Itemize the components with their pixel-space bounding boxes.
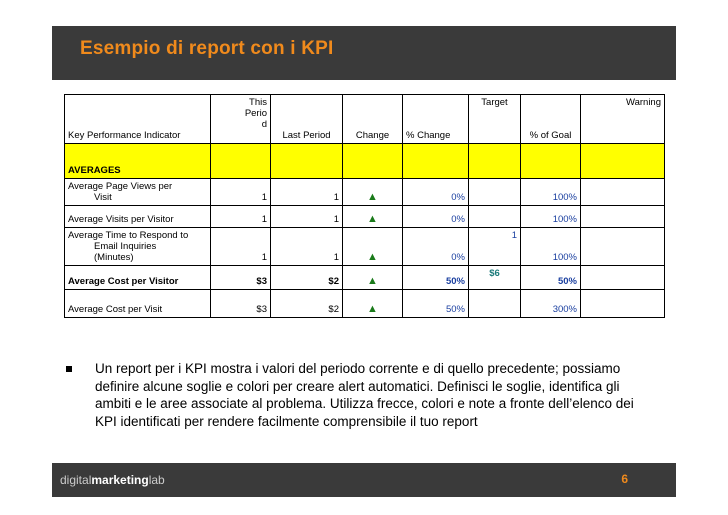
section-label: AVERAGES — [65, 144, 211, 179]
table-row — [65, 179, 665, 206]
header-pct-change: % Change — [403, 95, 469, 144]
header-this-period: This Perio d — [211, 95, 271, 144]
row-last: $2 — [271, 290, 343, 318]
row-label: Average Visits per Visitor — [65, 206, 211, 228]
row-this: $3 — [211, 290, 271, 318]
slide-title: Esempio di report con i KPI — [80, 38, 334, 59]
row-warning — [581, 179, 665, 206]
row-this: 1 — [211, 228, 271, 266]
table-header-row — [65, 95, 665, 144]
table-row — [65, 206, 665, 228]
row-label: Average Cost per Visitor — [65, 266, 211, 290]
header-warning: Warning — [581, 95, 665, 144]
row-warning — [581, 266, 665, 290]
row-pct-change: 0% — [403, 228, 469, 266]
section-row-averages — [65, 144, 665, 179]
row-last: $2 — [271, 266, 343, 290]
row-last: 1 — [271, 206, 343, 228]
row-warning — [581, 228, 665, 266]
row-label: Average Time to Respond to Email Inquiries (Minutes) — [65, 228, 211, 266]
digitalmarketinglab-logo: digitalmarketinglab — [60, 473, 165, 487]
bullet-square-icon — [66, 366, 72, 372]
header-kpi: Key Performance Indicator — [65, 95, 211, 144]
row-target: 1 — [469, 228, 521, 266]
header-last-period: Last Period — [271, 95, 343, 144]
table-row — [65, 266, 665, 290]
change-up-arrow-icon: ▲ — [343, 228, 403, 266]
row-pct-goal: 100% — [521, 228, 581, 266]
table-row — [65, 228, 665, 266]
row-this: 1 — [211, 179, 271, 206]
row-pct-change: 0% — [403, 179, 469, 206]
bullet-text: Un report per i KPI mostra i valori del periodo corrente e di quello precedente; possiamo definire alcune soglie e colori per creare alert automatici. Definisci le soglie, identifica gli ambiti e le aree associate al problema. Utilizza frecce, colori e note a fronte dell’elenco dei KPI identificati per rendere facilmente comprensibile il tuo report — [95, 361, 634, 429]
row-label: Average Cost per Visit — [65, 290, 211, 318]
row-target — [469, 206, 521, 228]
header-change: Change — [343, 95, 403, 144]
table-row — [65, 290, 665, 318]
row-pct-change: 50% — [403, 266, 469, 290]
row-pct-goal: 300% — [521, 290, 581, 318]
row-pct-goal: 100% — [521, 206, 581, 228]
row-pct-goal: 50% — [521, 266, 581, 290]
row-warning — [581, 290, 665, 318]
row-target: $6 — [469, 266, 521, 290]
row-label: Average Page Views per Visit — [65, 179, 211, 206]
row-target — [469, 179, 521, 206]
row-last: 1 — [271, 179, 343, 206]
change-up-arrow-icon: ▲ — [343, 266, 403, 290]
row-last: 1 — [271, 228, 343, 266]
row-this: $3 — [211, 266, 271, 290]
page-number: 6 — [621, 472, 628, 486]
row-pct-change: 50% — [403, 290, 469, 318]
header-pct-goal: % of Goal — [521, 95, 581, 144]
row-pct-change: 0% — [403, 206, 469, 228]
row-target — [469, 290, 521, 318]
row-pct-goal: 100% — [521, 179, 581, 206]
change-up-arrow-icon: ▲ — [343, 206, 403, 228]
row-this: 1 — [211, 206, 271, 228]
change-up-arrow-icon: ▲ — [343, 290, 403, 318]
kpi-table — [64, 94, 665, 318]
title-bar — [52, 26, 676, 80]
change-up-arrow-icon: ▲ — [343, 179, 403, 206]
row-warning — [581, 206, 665, 228]
footer-bar — [52, 463, 676, 497]
header-target: Target — [469, 95, 521, 144]
